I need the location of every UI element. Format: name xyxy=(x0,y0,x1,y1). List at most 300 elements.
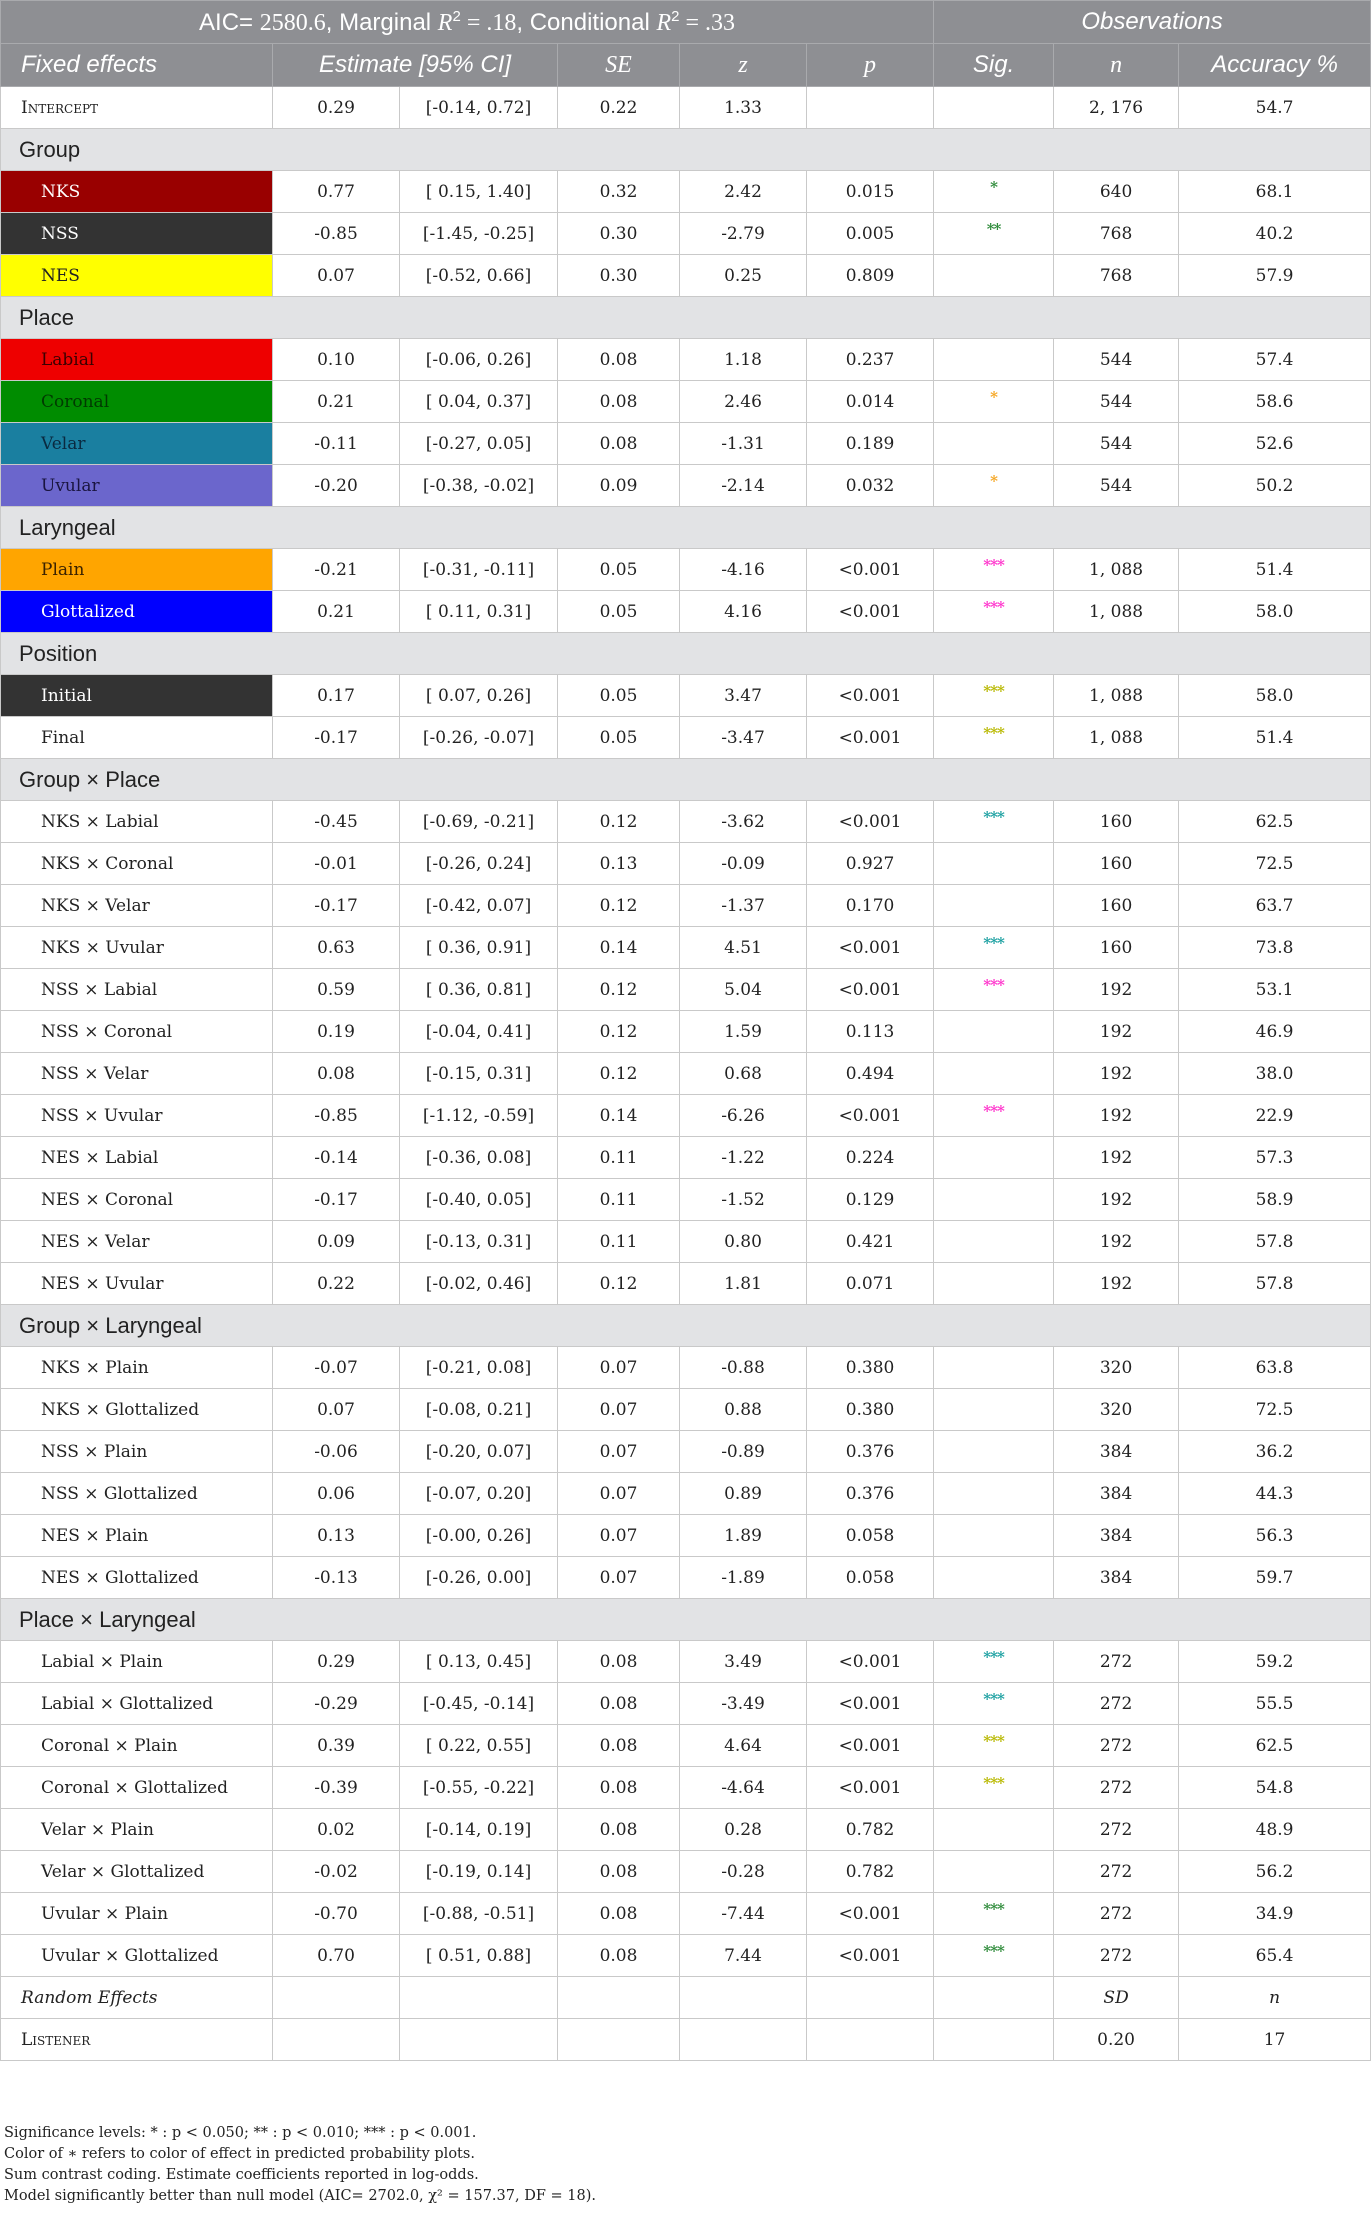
estimate-cell: 0.77 xyxy=(273,171,400,213)
note-line: Significance levels: * : p < 0.050; ** : p < 0.010; *** : p < 0.001. xyxy=(4,2125,477,2141)
effect-label: NSS xyxy=(1,213,273,255)
effect-label: NSS × Glottalized xyxy=(1,1473,273,1515)
accuracy-cell: 65.4 xyxy=(1179,1935,1371,1977)
n-header: n xyxy=(1179,1977,1371,2019)
note-line: Color of ∗ refers to color of effect in predicted probability plots. xyxy=(4,2146,475,2162)
p-cell: <0.001 xyxy=(807,927,934,969)
effect-row xyxy=(1,1473,1371,1515)
accuracy-cell: 58.0 xyxy=(1179,591,1371,633)
effect-row xyxy=(1,1431,1371,1473)
estimate-cell: -0.70 xyxy=(273,1893,400,1935)
ci-cell: [-0.14, 0.72] xyxy=(400,87,558,129)
p-cell: <0.001 xyxy=(807,717,934,759)
col-p: p xyxy=(807,44,934,87)
estimate-cell: 0.59 xyxy=(273,969,400,1011)
estimate-cell: -0.06 xyxy=(273,1431,400,1473)
p-cell: <0.001 xyxy=(807,591,934,633)
accuracy-cell: 57.8 xyxy=(1179,1263,1371,1305)
effect-label: NKS × Coronal xyxy=(1,843,273,885)
effect-row xyxy=(1,675,1371,717)
ci-cell: [ 0.04, 0.37] xyxy=(400,381,558,423)
sig-cell xyxy=(934,1515,1054,1557)
section-header-row xyxy=(1,633,1371,675)
estimate-cell: 0.08 xyxy=(273,1053,400,1095)
section-header-row xyxy=(1,129,1371,171)
accuracy-cell: 62.5 xyxy=(1179,1725,1371,1767)
effect-row xyxy=(1,1011,1371,1053)
accuracy-cell: 52.6 xyxy=(1179,423,1371,465)
effect-label: NKS × Velar xyxy=(1,885,273,927)
intercept-label: Intercept xyxy=(1,87,273,129)
n-cell: 160 xyxy=(1054,927,1179,969)
estimate-cell: -0.11 xyxy=(273,423,400,465)
z-cell: -3.49 xyxy=(680,1683,807,1725)
estimate-cell: 0.17 xyxy=(273,675,400,717)
estimate-cell: 0.21 xyxy=(273,381,400,423)
z-cell: 2.46 xyxy=(680,381,807,423)
significance-marker: *** xyxy=(983,933,1004,952)
n-cell: 272 xyxy=(1054,1893,1179,1935)
effect-row xyxy=(1,885,1371,927)
z-cell: -4.64 xyxy=(680,1767,807,1809)
sig-cell xyxy=(934,1473,1054,1515)
significance-marker: ** xyxy=(986,219,1001,238)
se-cell: 0.12 xyxy=(558,969,680,1011)
listener-label: Listener xyxy=(1,2019,273,2061)
se-cell: 0.08 xyxy=(558,339,680,381)
intercept-row xyxy=(1,87,1371,129)
sd-header: SD xyxy=(1054,1977,1179,2019)
se-cell: 0.08 xyxy=(558,1767,680,1809)
estimate-cell: -0.17 xyxy=(273,1179,400,1221)
effect-row xyxy=(1,171,1371,213)
sig-cell xyxy=(934,423,1054,465)
ci-cell: [ 0.36, 0.81] xyxy=(400,969,558,1011)
z-cell: -4.16 xyxy=(680,549,807,591)
estimate-cell: -0.85 xyxy=(273,1095,400,1137)
effect-label: NSS × Coronal xyxy=(1,1011,273,1053)
accuracy-cell: 36.2 xyxy=(1179,1431,1371,1473)
n-cell: 320 xyxy=(1054,1389,1179,1431)
sig-cell xyxy=(934,591,1054,633)
sig-cell xyxy=(934,717,1054,759)
section-title: Laryngeal xyxy=(1,507,1371,549)
sig-cell xyxy=(934,381,1054,423)
estimate-cell: -0.39 xyxy=(273,1767,400,1809)
p-cell: 0.058 xyxy=(807,1515,934,1557)
effect-label: NKS xyxy=(1,171,273,213)
n-cell: 544 xyxy=(1054,381,1179,423)
ci-cell: [-0.31, -0.11] xyxy=(400,549,558,591)
sig-cell xyxy=(934,1431,1054,1473)
sig-cell xyxy=(934,1809,1054,1851)
effect-label: NSS × Plain xyxy=(1,1431,273,1473)
se-cell: 0.08 xyxy=(558,423,680,465)
se-cell: 0.07 xyxy=(558,1557,680,1599)
n-cell: 160 xyxy=(1054,801,1179,843)
n-cell: 192 xyxy=(1054,1011,1179,1053)
effect-label: NKS × Labial xyxy=(1,801,273,843)
estimate-cell: -0.17 xyxy=(273,717,400,759)
estimate-cell: 0.21 xyxy=(273,591,400,633)
p-cell: <0.001 xyxy=(807,1893,934,1935)
z-cell: -1.31 xyxy=(680,423,807,465)
estimate-cell: 0.07 xyxy=(273,255,400,297)
p-cell: 0.058 xyxy=(807,1557,934,1599)
z-cell: -1.52 xyxy=(680,1179,807,1221)
accuracy-cell: 62.5 xyxy=(1179,801,1371,843)
effect-label: Coronal xyxy=(1,381,273,423)
ci-cell: [ 0.13, 0.45] xyxy=(400,1641,558,1683)
estimate-cell: -0.02 xyxy=(273,1851,400,1893)
estimate-cell: 0.09 xyxy=(273,1221,400,1263)
sig-cell xyxy=(934,969,1054,1011)
z-cell: -1.37 xyxy=(680,885,807,927)
effect-label: Labial × Plain xyxy=(1,1641,273,1683)
significance-marker: *** xyxy=(983,807,1004,826)
effect-row xyxy=(1,1767,1371,1809)
accuracy-cell: 57.9 xyxy=(1179,255,1371,297)
section-title: Place xyxy=(1,297,1371,339)
se-cell: 0.11 xyxy=(558,1179,680,1221)
estimate-cell: -0.29 xyxy=(273,1683,400,1725)
n-cell: 384 xyxy=(1054,1473,1179,1515)
z-cell: -1.89 xyxy=(680,1557,807,1599)
p-cell: 0.129 xyxy=(807,1179,934,1221)
sig-cell xyxy=(934,1095,1054,1137)
estimate-cell: -0.17 xyxy=(273,885,400,927)
n-cell: 1, 088 xyxy=(1054,717,1179,759)
n-cell: 272 xyxy=(1054,1809,1179,1851)
accuracy-cell: 44.3 xyxy=(1179,1473,1371,1515)
significance-marker: *** xyxy=(983,1731,1004,1750)
z-cell: 1.33 xyxy=(680,87,807,129)
z-cell: 0.68 xyxy=(680,1053,807,1095)
z-cell: -3.47 xyxy=(680,717,807,759)
accuracy-cell: 48.9 xyxy=(1179,1809,1371,1851)
z-cell: 5.04 xyxy=(680,969,807,1011)
n-cell: 272 xyxy=(1054,1683,1179,1725)
col-fixed-effects: Fixed effects xyxy=(1,44,273,87)
effect-row xyxy=(1,1557,1371,1599)
accuracy-cell: 51.4 xyxy=(1179,549,1371,591)
ci-cell: [-0.69, -0.21] xyxy=(400,801,558,843)
section-title: Position xyxy=(1,633,1371,675)
ci-cell: [-0.26, 0.24] xyxy=(400,843,558,885)
estimate-cell: 0.29 xyxy=(273,1641,400,1683)
accuracy-cell: 54.8 xyxy=(1179,1767,1371,1809)
accuracy-cell: 59.7 xyxy=(1179,1557,1371,1599)
p-cell: 0.113 xyxy=(807,1011,934,1053)
n-cell: 1, 088 xyxy=(1054,591,1179,633)
p-cell: 0.015 xyxy=(807,171,934,213)
sig-cell xyxy=(934,1221,1054,1263)
n-cell: 2, 176 xyxy=(1054,87,1179,129)
estimate-cell: 0.19 xyxy=(273,1011,400,1053)
sig-cell xyxy=(934,675,1054,717)
p-cell xyxy=(807,87,934,129)
ci-cell: [-0.36, 0.08] xyxy=(400,1137,558,1179)
section-header-row xyxy=(1,759,1371,801)
se-cell: 0.13 xyxy=(558,843,680,885)
significance-marker: *** xyxy=(983,723,1004,742)
z-cell: 4.51 xyxy=(680,927,807,969)
accuracy-cell: 53.1 xyxy=(1179,969,1371,1011)
se-cell: 0.08 xyxy=(558,1935,680,1977)
effect-row xyxy=(1,1347,1371,1389)
effect-row xyxy=(1,549,1371,591)
p-cell: 0.782 xyxy=(807,1809,934,1851)
accuracy-cell: 72.5 xyxy=(1179,1389,1371,1431)
estimate-cell: 0.39 xyxy=(273,1725,400,1767)
se-cell: 0.08 xyxy=(558,1809,680,1851)
effect-label: NKS × Plain xyxy=(1,1347,273,1389)
accuracy-cell: 55.5 xyxy=(1179,1683,1371,1725)
z-cell: 2.42 xyxy=(680,171,807,213)
random-effects-row xyxy=(1,1977,1371,2019)
effect-label: Velar × Glottalized xyxy=(1,1851,273,1893)
effect-row xyxy=(1,465,1371,507)
se-cell: 0.05 xyxy=(558,717,680,759)
n-cell: 272 xyxy=(1054,1641,1179,1683)
ci-cell: [-0.07, 0.20] xyxy=(400,1473,558,1515)
effect-label: Uvular × Plain xyxy=(1,1893,273,1935)
effect-label: NKS × Uvular xyxy=(1,927,273,969)
effect-row xyxy=(1,255,1371,297)
significance-marker: *** xyxy=(983,1689,1004,1708)
accuracy-cell: 59.2 xyxy=(1179,1641,1371,1683)
accuracy-cell: 51.4 xyxy=(1179,717,1371,759)
section-title: Place × Laryngeal xyxy=(1,1599,1371,1641)
ci-cell: [-0.06, 0.26] xyxy=(400,339,558,381)
ci-cell: [-1.12, -0.59] xyxy=(400,1095,558,1137)
effect-row xyxy=(1,1389,1371,1431)
z-cell: -6.26 xyxy=(680,1095,807,1137)
estimate-cell: 0.10 xyxy=(273,339,400,381)
accuracy-cell: 34.9 xyxy=(1179,1893,1371,1935)
effect-label: NES × Velar xyxy=(1,1221,273,1263)
significance-marker: * xyxy=(990,177,997,196)
section-header-row xyxy=(1,1305,1371,1347)
accuracy-cell: 58.6 xyxy=(1179,381,1371,423)
n-cell: 768 xyxy=(1054,213,1179,255)
ci-cell: [-0.19, 0.14] xyxy=(400,1851,558,1893)
significance-marker: * xyxy=(990,387,997,406)
n-cell: 192 xyxy=(1054,1095,1179,1137)
sig-cell xyxy=(934,255,1054,297)
n-cell: 160 xyxy=(1054,885,1179,927)
se-cell: 0.11 xyxy=(558,1137,680,1179)
z-cell: -2.79 xyxy=(680,213,807,255)
section-header-row xyxy=(1,1599,1371,1641)
effect-label: NSS × Labial xyxy=(1,969,273,1011)
n-cell: 192 xyxy=(1054,1137,1179,1179)
z-cell: -7.44 xyxy=(680,1893,807,1935)
se-cell: 0.08 xyxy=(558,381,680,423)
random-effects-label: Random Effects xyxy=(1,1977,273,2019)
effect-label: Uvular xyxy=(1,465,273,507)
significance-marker: *** xyxy=(983,1773,1004,1792)
effect-label: Final xyxy=(1,717,273,759)
accuracy-cell: 58.9 xyxy=(1179,1179,1371,1221)
significance-marker: * xyxy=(990,471,997,490)
p-cell: 0.376 xyxy=(807,1473,934,1515)
sig-cell xyxy=(934,1767,1054,1809)
sig-cell xyxy=(934,885,1054,927)
se-cell: 0.05 xyxy=(558,675,680,717)
p-cell: 0.005 xyxy=(807,213,934,255)
ci-cell: [-0.14, 0.19] xyxy=(400,1809,558,1851)
estimate-cell: 0.29 xyxy=(273,87,400,129)
effect-row xyxy=(1,1221,1371,1263)
estimate-cell: -0.45 xyxy=(273,801,400,843)
ci-cell: [ 0.11, 0.31] xyxy=(400,591,558,633)
sig-cell xyxy=(934,801,1054,843)
ci-cell: [-1.45, -0.25] xyxy=(400,213,558,255)
estimate-cell: -0.20 xyxy=(273,465,400,507)
effect-label: Initial xyxy=(1,675,273,717)
sig-cell xyxy=(934,339,1054,381)
effect-label: Coronal × Plain xyxy=(1,1725,273,1767)
z-cell: 1.18 xyxy=(680,339,807,381)
effect-row xyxy=(1,1263,1371,1305)
effect-row xyxy=(1,339,1371,381)
effect-label: Labial × Glottalized xyxy=(1,1683,273,1725)
significance-marker: *** xyxy=(983,1101,1004,1120)
accuracy-cell: 63.7 xyxy=(1179,885,1371,927)
p-cell: 0.224 xyxy=(807,1137,934,1179)
ci-cell: [-0.08, 0.21] xyxy=(400,1389,558,1431)
table-notes xyxy=(4,2123,596,2207)
ci-cell: [ 0.51, 0.88] xyxy=(400,1935,558,1977)
effect-label: Coronal × Glottalized xyxy=(1,1767,273,1809)
effect-label: Velar × Plain xyxy=(1,1809,273,1851)
estimate-cell: -0.21 xyxy=(273,549,400,591)
ci-cell: [-0.21, 0.08] xyxy=(400,1347,558,1389)
section-header-row xyxy=(1,507,1371,549)
effect-label: NES × Coronal xyxy=(1,1179,273,1221)
n-cell: 544 xyxy=(1054,423,1179,465)
accuracy-cell: 56.3 xyxy=(1179,1515,1371,1557)
accuracy-cell: 58.0 xyxy=(1179,675,1371,717)
z-cell: 0.89 xyxy=(680,1473,807,1515)
p-cell: <0.001 xyxy=(807,1935,934,1977)
p-cell: <0.001 xyxy=(807,1095,934,1137)
estimate-cell: -0.01 xyxy=(273,843,400,885)
accuracy-cell: 57.4 xyxy=(1179,339,1371,381)
col-accuracy: Accuracy % xyxy=(1179,44,1371,87)
se-cell: 0.12 xyxy=(558,1011,680,1053)
effect-label: Plain xyxy=(1,549,273,591)
z-cell: -1.22 xyxy=(680,1137,807,1179)
p-cell: <0.001 xyxy=(807,1683,934,1725)
effect-label: NES × Plain xyxy=(1,1515,273,1557)
estimate-cell: 0.70 xyxy=(273,1935,400,1977)
se-cell: 0.07 xyxy=(558,1389,680,1431)
p-cell: 0.237 xyxy=(807,339,934,381)
p-cell: 0.014 xyxy=(807,381,934,423)
effect-row xyxy=(1,1935,1371,1977)
n-cell: 192 xyxy=(1054,1179,1179,1221)
accuracy-cell: 63.8 xyxy=(1179,1347,1371,1389)
se-cell: 0.14 xyxy=(558,1095,680,1137)
col-n: n xyxy=(1054,44,1179,87)
effect-row xyxy=(1,423,1371,465)
effect-label: NKS × Glottalized xyxy=(1,1389,273,1431)
sig-cell xyxy=(934,1725,1054,1767)
significance-marker: *** xyxy=(983,975,1004,994)
se-cell: 0.08 xyxy=(558,1725,680,1767)
se-cell: 0.12 xyxy=(558,1263,680,1305)
ci-cell: [-0.27, 0.05] xyxy=(400,423,558,465)
estimate-cell: -0.14 xyxy=(273,1137,400,1179)
effect-label: Glottalized xyxy=(1,591,273,633)
sig-cell xyxy=(934,1179,1054,1221)
ci-cell: [ 0.15, 1.40] xyxy=(400,171,558,213)
effect-row xyxy=(1,1683,1371,1725)
se-cell: 0.09 xyxy=(558,465,680,507)
effect-label: NES × Labial xyxy=(1,1137,273,1179)
effect-label: NSS × Velar xyxy=(1,1053,273,1095)
effect-row xyxy=(1,1893,1371,1935)
z-cell: 1.89 xyxy=(680,1515,807,1557)
n-cell: 384 xyxy=(1054,1557,1179,1599)
z-cell: 3.47 xyxy=(680,675,807,717)
accuracy-cell: 50.2 xyxy=(1179,465,1371,507)
n-cell: 192 xyxy=(1054,1221,1179,1263)
accuracy-cell: 57.3 xyxy=(1179,1137,1371,1179)
sig-cell xyxy=(934,171,1054,213)
sig-cell xyxy=(934,927,1054,969)
sig-cell xyxy=(934,1683,1054,1725)
effect-row xyxy=(1,927,1371,969)
ci-cell: [ 0.07, 0.26] xyxy=(400,675,558,717)
col-estimate: Estimate [95% CI] xyxy=(273,44,558,87)
accuracy-cell: 38.0 xyxy=(1179,1053,1371,1095)
accuracy-cell: 72.5 xyxy=(1179,843,1371,885)
significance-marker: *** xyxy=(983,1941,1004,1960)
ci-cell: [-0.55, -0.22] xyxy=(400,1767,558,1809)
p-cell: <0.001 xyxy=(807,801,934,843)
p-cell: 0.927 xyxy=(807,843,934,885)
effect-label: Uvular × Glottalized xyxy=(1,1935,273,1977)
n-cell: 272 xyxy=(1054,1767,1179,1809)
listener-n: 17 xyxy=(1179,2019,1371,2061)
effect-row xyxy=(1,1641,1371,1683)
sig-cell xyxy=(934,465,1054,507)
se-cell: 0.08 xyxy=(558,1893,680,1935)
estimate-cell: 0.63 xyxy=(273,927,400,969)
ci-cell: [-0.15, 0.31] xyxy=(400,1053,558,1095)
effect-row xyxy=(1,717,1371,759)
se-cell: 0.12 xyxy=(558,885,680,927)
sig-cell xyxy=(934,1557,1054,1599)
p-cell: 0.494 xyxy=(807,1053,934,1095)
ci-cell: [ 0.22, 0.55] xyxy=(400,1725,558,1767)
p-cell: 0.032 xyxy=(807,465,934,507)
effect-row xyxy=(1,1725,1371,1767)
p-cell: 0.376 xyxy=(807,1431,934,1473)
n-cell: 192 xyxy=(1054,1263,1179,1305)
p-cell: <0.001 xyxy=(807,675,934,717)
accuracy-cell: 54.7 xyxy=(1179,87,1371,129)
effect-label: NES xyxy=(1,255,273,297)
z-cell: -0.88 xyxy=(680,1347,807,1389)
sig-cell xyxy=(934,213,1054,255)
n-cell: 272 xyxy=(1054,1935,1179,1977)
ci-cell: [-0.42, 0.07] xyxy=(400,885,558,927)
p-cell: 0.380 xyxy=(807,1347,934,1389)
